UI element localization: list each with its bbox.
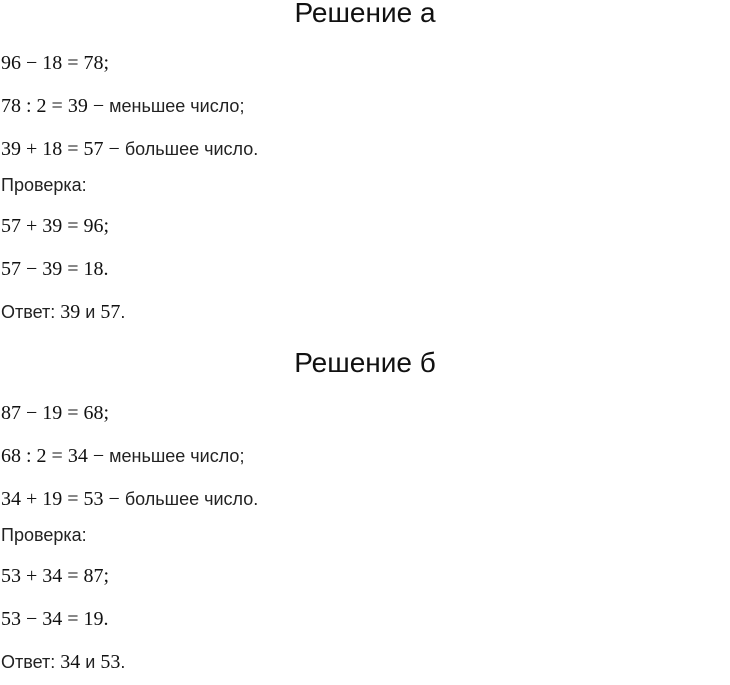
answer-and: и — [80, 302, 101, 322]
equation-line — [0, 435, 730, 478]
equation-note: меньшее число; — [104, 446, 245, 466]
equation-line — [0, 478, 730, 521]
equation-note: большее число. — [119, 489, 259, 509]
answer-value-2: 57 — [100, 301, 121, 323]
equation-line — [0, 85, 730, 128]
equation-line — [0, 128, 730, 171]
equation-math: 34 + 19 = 53 − — [1, 488, 120, 510]
check-math: 57 + 39 = 96; — [1, 215, 110, 237]
answer-end: . — [120, 652, 126, 672]
equation-math: 78 : 2 = 39 − — [1, 95, 105, 117]
equation-math: 87 − 19 = 68; — [1, 402, 110, 424]
equation-math: 39 + 18 = 57 − — [1, 138, 120, 160]
check-math: 57 − 39 = 18. — [1, 258, 109, 280]
check-line — [0, 248, 730, 291]
equation-line — [0, 392, 730, 435]
check-line — [0, 205, 730, 248]
answer-line — [0, 641, 730, 684]
check-math: 53 − 34 = 19. — [1, 608, 109, 630]
section-b — [0, 348, 730, 684]
answer-end: . — [120, 302, 126, 322]
check-line — [0, 598, 730, 641]
equation-note: большее число. — [119, 139, 259, 159]
check-label: Проверка: — [1, 525, 87, 545]
check-label: Проверка: — [1, 175, 87, 195]
equation-math: 96 − 18 = 78; — [1, 52, 110, 74]
section-a — [0, 0, 730, 334]
answer-value-1: 34 — [60, 651, 81, 673]
check-label-line — [0, 171, 730, 205]
section-b-title: Решение б — [294, 347, 436, 378]
check-line — [0, 555, 730, 598]
answer-value-2: 53 — [100, 651, 121, 673]
answer-label: Ответ: — [1, 652, 61, 672]
equation-math: 68 : 2 = 34 − — [1, 445, 105, 467]
check-math: 53 + 34 = 87; — [1, 565, 110, 587]
check-label-line — [0, 521, 730, 555]
answer-label: Ответ: — [1, 302, 61, 322]
answer-line — [0, 291, 730, 334]
answer-value-1: 39 — [60, 301, 81, 323]
answer-and: и — [80, 652, 101, 672]
section-a-title: Решение а — [294, 0, 436, 28]
equation-note: меньшее число; — [104, 96, 245, 116]
equation-line — [0, 42, 730, 85]
